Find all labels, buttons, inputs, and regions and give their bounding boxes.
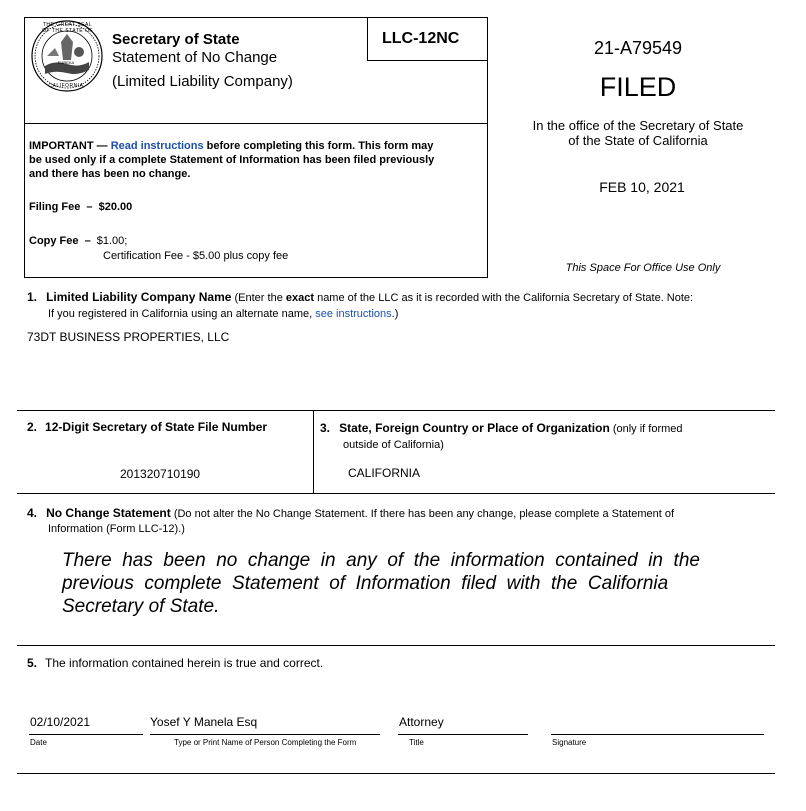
title-value: Attorney xyxy=(399,715,444,729)
filed-date: FEB 10, 2021 xyxy=(599,179,685,195)
office-line-2: of the State of California xyxy=(568,133,708,148)
form-code: LLC-12NC xyxy=(382,30,460,47)
important-notice: IMPORTANT — Read instructions before completing this form. This form may be used only if a complete Statement of Information has been filed previously and there has been no change. xyxy=(29,140,435,180)
title-label: Title xyxy=(409,738,424,747)
signature-line[interactable] xyxy=(551,734,764,735)
signature-label: Signature xyxy=(552,738,587,747)
date-value: 02/10/2021 xyxy=(30,715,91,729)
seal-text-top: THE GREAT SEAL OF THE STATE OF xyxy=(42,22,93,34)
file-number-value: 201320710190 xyxy=(120,467,201,481)
seal-motto: EUREKA xyxy=(57,60,75,65)
office-line-1: In the office of the Secretary of State xyxy=(532,118,744,133)
certification-fee: Certification Fee - $5.00 plus copy fee xyxy=(103,250,289,262)
name-label: Type or Print Name of Person Completing the Form xyxy=(174,738,357,747)
see-instructions-link[interactable]: see instructions xyxy=(315,308,392,320)
read-instructions-link[interactable]: Read instructions xyxy=(110,140,204,152)
agency-name: Secretary of State xyxy=(112,31,240,48)
section-3-heading: 3. State, Foreign Country or Place of Organization (only if formed outside of California) xyxy=(320,421,683,451)
llc-name-value: 73DT BUSINESS PROPERTIES, LLC xyxy=(27,330,230,344)
section-2-heading: 2. 12-Digit Secretary of State File Number xyxy=(27,420,268,434)
copy-fee: Copy Fee – $1.00; xyxy=(29,235,128,247)
filing-fee: Filing Fee – $20.00 xyxy=(29,201,133,213)
name-value: Yosef Y Manela Esq xyxy=(150,715,258,729)
form-subtitle: (Limited Liability Company) xyxy=(112,73,293,90)
section-4-heading: 4. No Change Statement (Do not alter the No Change Statement. If there has been any change, please complete a Statement of Information (Form LLC-12).) xyxy=(27,506,675,535)
filed-status: FILED xyxy=(599,72,677,102)
date-label: Date xyxy=(30,738,47,747)
office-use-footer: This Space For Office Use Only xyxy=(565,262,721,274)
place-of-organization-value: CALIFORNIA xyxy=(348,466,421,480)
seal-text-bottom: CALIFORNIA xyxy=(48,83,84,89)
section-1-heading: 1. Limited Liability Company Name (Enter the exact name of the LLC as it is recorded with the California Secretary of State. Note: If you registered in California using an alternate name, see instructions.) xyxy=(27,290,694,320)
file-number: 21-A79549 xyxy=(593,38,683,58)
section-5-heading: 5. The information contained herein is true and correct. xyxy=(27,656,324,670)
no-change-statement: There has been no change in any of the information contained in the previous complete Statement of Information filed with the California Secretary of State. xyxy=(62,550,700,617)
form-title: Statement of No Change xyxy=(112,49,278,66)
